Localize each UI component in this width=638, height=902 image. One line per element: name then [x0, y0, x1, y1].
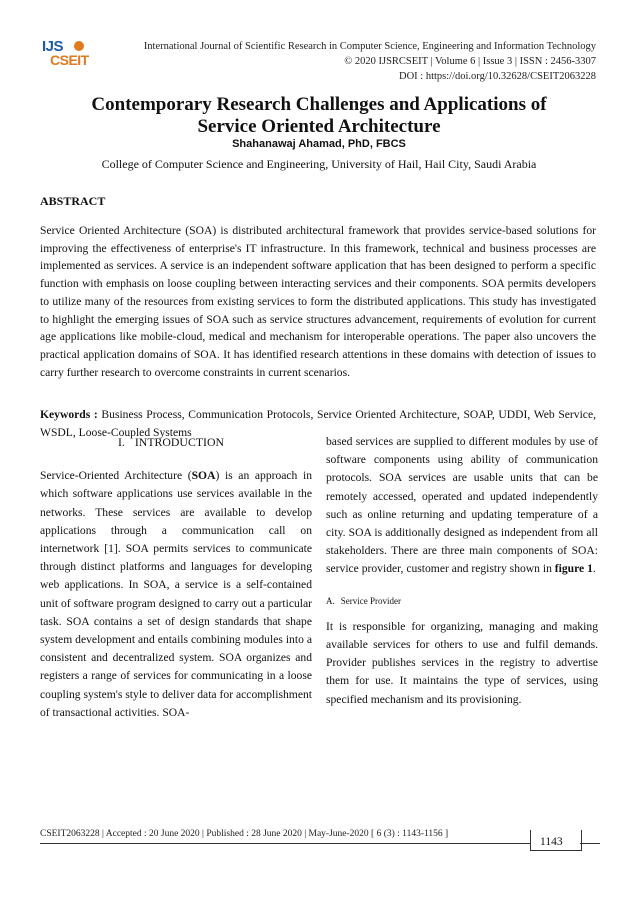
logo-mark-icon: [74, 41, 84, 51]
subsection-title: Service Provider: [340, 595, 401, 606]
issn-line: © 2020 IJSRCSEIT | Volume 6 | Issue 3 | ISSN : 2456-3307: [344, 56, 596, 67]
title-line-2: Service Oriented Architecture: [197, 116, 441, 137]
doi-line: DOI : https://doi.org/10.32628/CSEIT2063228: [399, 71, 596, 82]
intro-text: Service-Oriented Architecture (: [40, 469, 192, 483]
subsection-letter: A.: [326, 595, 335, 606]
figure-reference: figure 1: [554, 562, 593, 576]
intro-paragraph-2: [326, 433, 598, 579]
author-name: Shahanawaj Ahamad, PhD, FBCS: [232, 138, 406, 150]
keywords-label: Keywords :: [40, 408, 98, 421]
footer-divider: [40, 843, 530, 844]
journal-header: [144, 39, 596, 84]
page-number: 1143: [540, 836, 563, 848]
right-column: [326, 433, 598, 709]
logo-text-top: IJS: [42, 38, 64, 55]
journal-name: International Journal of Scientific Research in Computer Science, Engineering and Information Technology: [143, 41, 596, 52]
abstract-text: Service Oriented Architecture (SOA) is distributed architectural framework that provides service-based solutions for improving the effectiveness of enterprise's IT infrastructure. In this framework, technical and business processes are implemented as services. A service is an independent software application that has been designed to perform a specific function with emphasis on loose coupling between interacting services and their components. SOA permits developers to utilize many of the resources from existing services to form the distributed applications. This study has investigated to highlight the emerging issues of SOA such as service structures advancement, requirements of evolution for current age applications like mobile-cloud, medical and mechanism for interoperable operations. The paper also uncovers the practical application domains of SOA. It has identified research attentions in these domains with detection of issues to carry further research to overcome constraints in current scenarios.: [40, 224, 596, 379]
footer-citation: CSEIT2063228 | Accepted : 20 June 2020 | Published : 28 June 2020 | May-June-2020 [ 6 (3) : 1143-1156 ]: [40, 829, 449, 839]
intro-text-2: based services are supplied to different modules by use of software components using ability of communication protocols. SOA services are usable units that can be remotely accessed, operated and updated independently such as online returning and updating temperature of a city. SOA is additionally designed as independent from all stakeholders. There are three main components of SOA: service provider, customer and registry shown in: [326, 435, 598, 576]
left-column: [40, 433, 312, 722]
paper-title: [40, 94, 598, 138]
subsection-heading-service-provider: [326, 591, 598, 610]
soa-term: SOA: [191, 469, 216, 483]
title-line-1: Contemporary Research Challenges and Applications of: [91, 94, 547, 115]
intro-paragraph-1: [40, 467, 312, 722]
author-affiliation: College of Computer Science and Engineering, University of Hail, Hail City, Saudi Arabia: [101, 157, 537, 171]
footer-divider-right: [580, 843, 600, 844]
intro-text-cont: ) is an approach in which software applications use services available in the networks. These services are available to develop applications through a communication call on internetwork [1]. SOA permits services to communicate through distinct platforms and languages for developing web applications. In SOA, a service is a self-contained unit of software program designed to carry out a particular task. SOA contains a set of design standards that shape system development and entails combining modules into a consistent and decentralized system. SOA organizes and registers a range of services for communicating in a loose coupling system's style to deliver data for accomplishment of transactional activities. SOA-: [40, 469, 313, 719]
logo-text-bottom: CSEIT: [50, 52, 89, 68]
keywords-text: Business Process, Communication Protocols, Service Oriented Architecture, SOAP, UDDI, Web Service, WSDL, Loose-Coupled Systems: [40, 408, 596, 439]
journal-logo: [28, 38, 90, 72]
intro-text-2-end: .: [592, 562, 596, 576]
abstract-heading: ABSTRACT: [40, 194, 106, 208]
service-provider-paragraph: It is responsible for organizing, managing and making available services for others to use and fulfil demands. Provider publishes services in the registry to advertise them for use. It maintains the type of services, using specified mechanism and its provisioning.: [326, 619, 598, 706]
section-heading-introduction: [40, 433, 312, 451]
section-number: I.: [117, 435, 125, 449]
section-title: INTRODUCTION: [134, 435, 224, 449]
